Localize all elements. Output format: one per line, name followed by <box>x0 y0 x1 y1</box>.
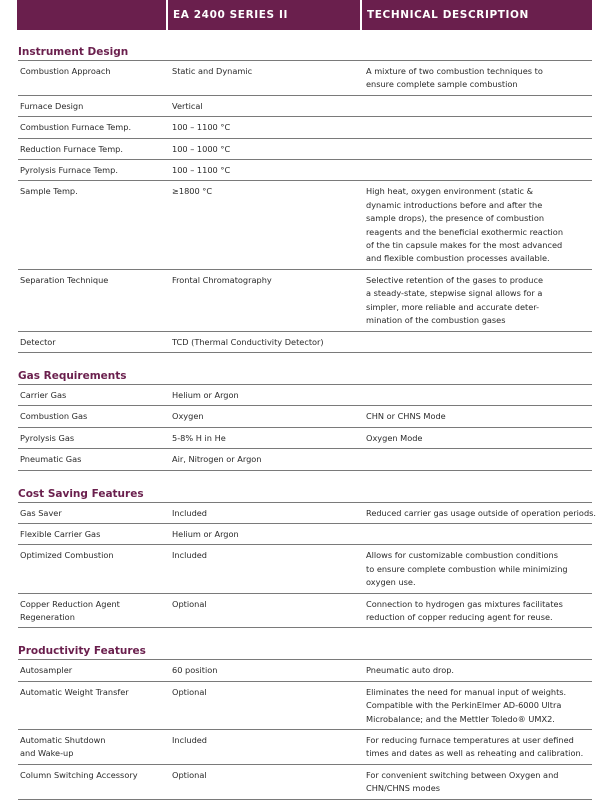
description-cell <box>366 121 592 134</box>
table-row <box>18 270 592 332</box>
value-cell: Air, Nitrogen or Argon <box>172 454 262 465</box>
param-cell: Combustion Approach <box>20 66 111 76</box>
table-row <box>18 117 592 138</box>
description-cell: Pneumatic auto drop. <box>366 665 455 676</box>
table-row <box>18 682 592 730</box>
value-cell: 5-8% H in He <box>172 432 226 443</box>
param-cell: Pneumatic Gas <box>20 454 82 465</box>
param-cell: Automatic Shutdown and Wake-up <box>20 735 106 759</box>
section-title: Cost Saving Features <box>18 480 592 503</box>
param-cell: Column Switching Accessory <box>20 769 138 780</box>
description-cell: For reducing furnace temperatures at user defined times and dates as well as reheating and calibration. <box>366 735 584 759</box>
value-cell: TCD (Thermal Conductivity Detector) <box>172 336 324 347</box>
table-row <box>18 96 592 117</box>
value-cell: ≥1800 °C <box>172 186 213 197</box>
description-cell <box>366 453 592 466</box>
table-row <box>18 406 592 427</box>
section-title: Productivity Features <box>18 637 592 660</box>
table-row <box>18 503 597 524</box>
description-cell <box>366 100 592 113</box>
description-cell <box>366 143 592 156</box>
value-cell: Included <box>172 550 208 561</box>
section-title: Gas Requirements <box>18 362 592 385</box>
description-cell: Allows for customizable combustion conditions to ensure complete combustion while minimizing oxygen use. <box>366 550 568 588</box>
table-row <box>18 428 592 449</box>
header-col-description: TECHNICAL DESCRIPTION <box>362 0 592 30</box>
value-cell: Helium or Argon <box>172 528 239 539</box>
param-cell: Sample Temp. <box>20 186 78 197</box>
section-gas-requirements <box>18 362 592 471</box>
param-cell: Automatic Weight Transfer <box>20 686 129 697</box>
param-cell: Combustion Gas <box>20 411 88 422</box>
value-cell: Oxygen <box>172 411 204 422</box>
table-header <box>0 0 608 30</box>
spec-table <box>18 38 597 800</box>
param-cell: Gas Saver <box>20 507 62 518</box>
table-row <box>18 660 592 681</box>
param-cell: Autosampler <box>20 665 73 676</box>
description-cell: Eliminates the need for manual input of weights. Compatible with the PerkinElmer AD-6000 Ultra Microbalance; and the Mettler Toledo® UMX2. <box>366 686 567 724</box>
description-cell: CHN or CHNS Mode <box>366 411 446 422</box>
table-row <box>18 524 592 545</box>
table-row <box>18 160 592 181</box>
table-row <box>18 332 592 353</box>
param-cell: Pyrolysis Furnace Temp. <box>20 165 118 176</box>
section-gap <box>18 353 592 362</box>
section-productivity-features <box>18 637 592 799</box>
param-cell: Combustion Furnace Temp. <box>20 122 132 133</box>
param-cell: Copper Reduction Agent Regeneration <box>20 598 120 622</box>
value-cell: Frontal Chromatography <box>172 274 272 285</box>
param-cell: Reduction Furnace Temp. <box>20 143 123 154</box>
value-cell: Helium or Argon <box>172 389 239 400</box>
description-cell <box>366 336 592 349</box>
description-cell <box>366 164 592 177</box>
section-gap <box>18 471 592 480</box>
description-cell: Oxygen Mode <box>366 432 423 443</box>
table-row <box>18 545 592 593</box>
value-cell: 100 – 1100 °C <box>172 122 231 133</box>
table-row <box>18 449 592 470</box>
param-cell: Pyrolysis Gas <box>20 432 75 443</box>
section-gap <box>18 628 592 637</box>
description-cell <box>366 389 592 402</box>
table-row <box>18 181 592 269</box>
header-col-parameter <box>17 0 166 30</box>
table-row <box>18 594 592 629</box>
value-cell: Included <box>172 507 208 518</box>
param-cell: Detector <box>20 336 56 347</box>
param-cell: Optimized Combustion <box>20 550 114 561</box>
value-cell: Optional <box>172 686 207 697</box>
description-cell: Connection to hydrogen gas mixtures facilitates reduction of copper reducing agent for reuse. <box>366 598 563 622</box>
param-cell: Furnace Design <box>20 100 84 111</box>
description-cell: Selective retention of the gases to produce a steady-state, stepwise signal allows for a simpler, more reliable and accurate deter- mination of the combustion gases <box>366 274 544 326</box>
description-cell: For convenient switching between Oxygen and CHN/CHNS modes <box>366 769 559 794</box>
header-col-model: EA 2400 SERIES II <box>168 0 360 30</box>
table-row <box>18 61 592 96</box>
value-cell: Included <box>172 735 208 745</box>
param-cell: Separation Technique <box>20 274 109 285</box>
value-cell: Optional <box>172 598 207 609</box>
value-cell: 100 – 1000 °C <box>172 143 231 154</box>
table-row <box>18 730 592 765</box>
value-cell: Vertical <box>172 100 203 111</box>
table-row <box>18 765 592 800</box>
table-row <box>18 139 592 160</box>
param-cell: Flexible Carrier Gas <box>20 528 101 539</box>
value-cell: Static and Dynamic <box>172 66 253 76</box>
section-title: Instrument Design <box>18 38 592 61</box>
value-cell: Optional <box>172 769 207 780</box>
section-cost-saving-features <box>18 480 597 629</box>
description-cell <box>366 528 592 541</box>
value-cell: 60 position <box>172 665 218 676</box>
description-cell: Reduced carrier gas usage outside of operation periods. <box>366 507 597 518</box>
table-row <box>18 385 592 406</box>
description-cell: A mixture of two combustion techniques to ensure complete sample combustion <box>366 66 543 90</box>
section-instrument-design <box>18 38 592 353</box>
value-cell: 100 – 1100 °C <box>172 165 231 176</box>
param-cell: Carrier Gas <box>20 389 67 400</box>
description-cell: High heat, oxygen environment (static & dynamic introductions before and after the sample drops), the presence of combustion reagents and the beneficial exothermic reaction of the tin capsule makes for the most advanced and flexible combustion processes available. <box>366 186 564 264</box>
